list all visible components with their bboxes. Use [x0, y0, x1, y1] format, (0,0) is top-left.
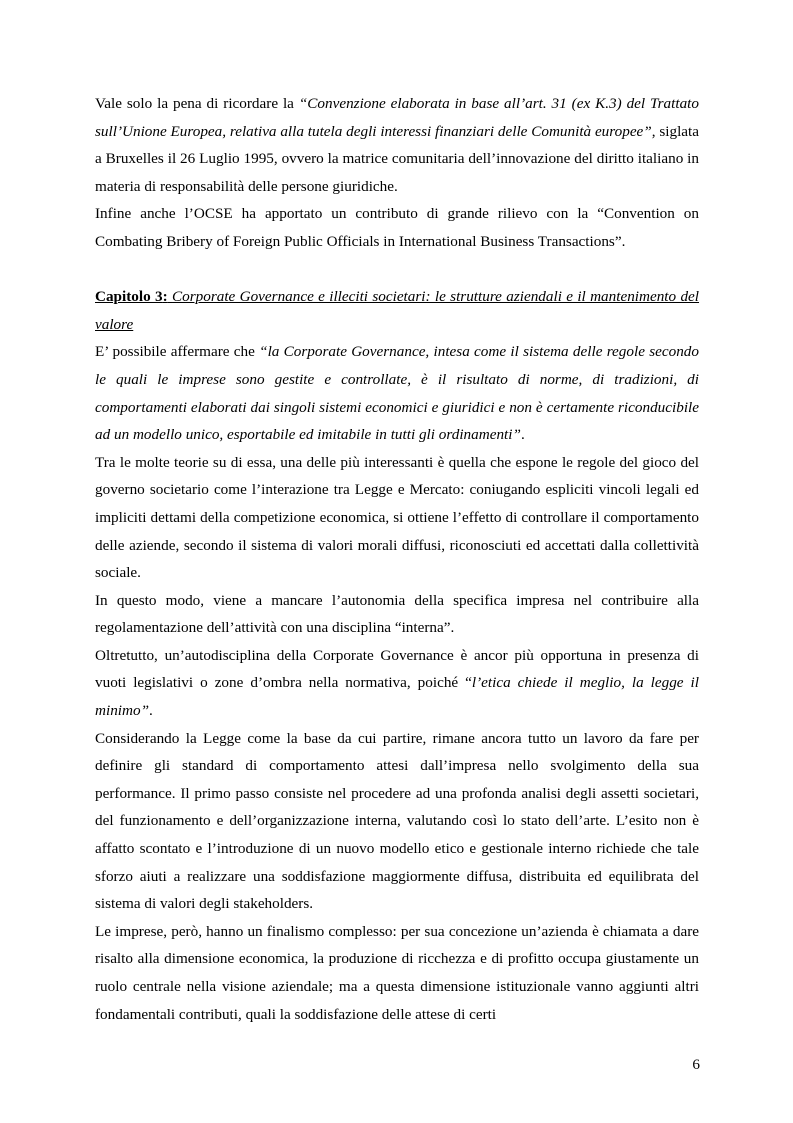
page-body — [95, 90, 699, 1028]
chapter-heading — [95, 283, 699, 338]
chapter-title: Corporate Governance e illeciti societari: le strutture aziendali e il mantenimento del valore — [95, 288, 700, 333]
paragraph-text: . — [520, 426, 525, 444]
chapter-colon: : — [162, 288, 168, 306]
paragraph-companies: Le imprese, però, hanno un finalismo complesso: per sua concezione un’azienda è chiamata a dare risalto alla dimensione economica, la produzione di ricchezza e di profitto occupa giustamente un ruolo centrale nella visione aziendale; ma a questa dimensione istituzionale vanno aggiunti altri fondamentali contributi, quali la soddisfazione delle attese di certi — [95, 922, 699, 1023]
paragraph-definition — [95, 338, 699, 448]
chapter-label: Capitolo 3 — [95, 288, 163, 306]
paragraph-convention-reference — [95, 90, 699, 200]
paragraph-theories: Tra le molte teorie su di essa, una delle più interessanti è quella che espone le regole del gioco del governo societario come l’interazione tra Legge e Mercato: coniugando espliciti vincoli legali ed impliciti dettami della competizione economica, si ottiene l’effetto di controllare il comportamento delle aziende, secondo il sistema di valori morali diffusi, riconosciuti ed accettati dalla collettività sociale. — [95, 453, 699, 582]
paragraph-text: , siglata a Bruxelles il 26 Luglio 1995, ovvero la matrice comunitaria dell’innovazione del diritto italiano in materia di responsabilità delle persone giuridiche. — [95, 122, 699, 195]
paragraph-autonomy: In questo modo, viene a mancare l’autonomia della specifica impresa nel contribuire alla regolamentazione dell’attività con una disciplina “interna”. — [95, 591, 699, 637]
paragraph-ocse: Infine anche l’OCSE ha apportato un contributo di grande rilievo con la “Convention on Combating Bribery of Foreign Public Officials in International Business Transactions”. — [95, 205, 699, 250]
page-number: 6 — [692, 1056, 700, 1073]
paragraph-spacer — [95, 256, 699, 284]
paragraph-text: E’ possibile affermare che — [95, 343, 260, 361]
definition-quote: “la Corporate Governance, intesa come il sistema delle regole secondo le quali le imprese sono gestite e controllate, è il risultato di norme, di tradizioni, di comportamenti elaborati dai singoli sistemi economici e giuridici e non è certamente riconducibile ad un modello unico, esportabile ed imitabile in tutti gli ordinamenti” — [95, 343, 699, 444]
convention-title-quote: “Convenzione elaborata in base all’art. 31 (ex K.3) del Trattato sull’Unione Europea, relativa alla tutela degli interessi finanziari delle Comunità europee” — [95, 95, 699, 140]
paragraph-self-discipline — [95, 642, 699, 725]
paragraph-text: Vale solo la pena di ricordare la — [95, 95, 299, 112]
ethics-quote: l’etica chiede il meglio, la legge il minimo” — [95, 674, 699, 720]
paragraph-law-basis: Considerando la Legge come la base da cui partire, rimane ancora tutto un lavoro da fare per definire gli standard di comportamento attesi dall’impresa nello svolgimento della sua performance. Il primo passo consiste nel procedere ad una profonda analisi degli assetti societari, del funzionamento e dell’organizzazione interna, valutando così lo stato dell’arte. L’esito non è affatto scontato e l’introduzione di un nuovo modello etico e gestionale interno richiede che tale sforzo aiuti a realizzare una soddisfazione maggiormente diffusa, distribuita ed equilibrata del sistema di valori degli stakeholders. — [95, 729, 699, 913]
paragraph-text: . — [149, 702, 153, 720]
paragraph-text: Oltretutto, un’autodisciplina della Corporate Governance è ancor più opportuna in presenza di vuoti legislativi o zone d’ombra nella normativa, poiché “ — [95, 646, 699, 692]
